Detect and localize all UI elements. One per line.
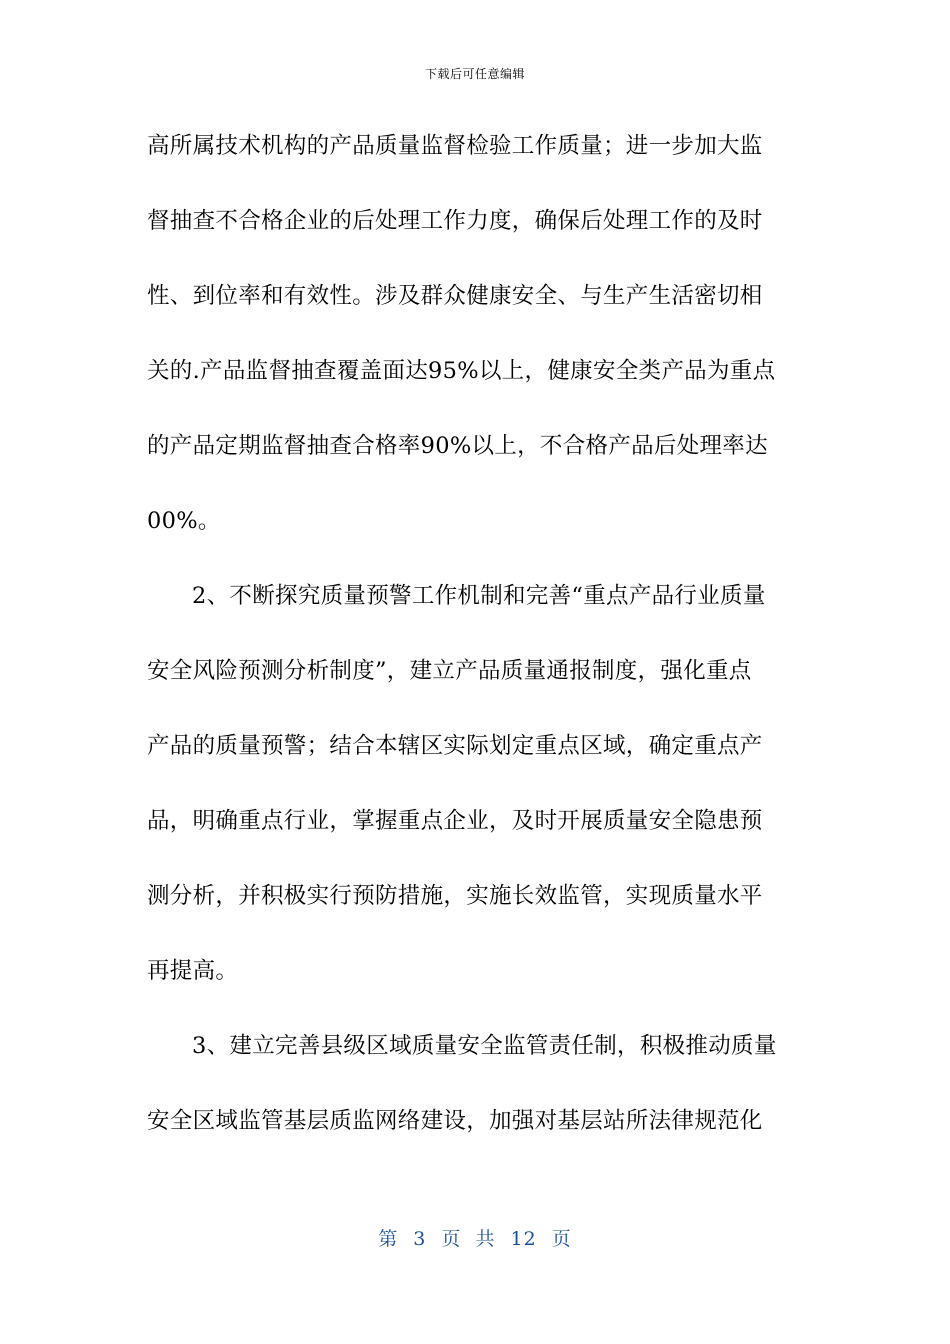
footer-prefix: 第 xyxy=(378,1228,399,1250)
current-page-number: 3 xyxy=(413,1228,427,1250)
page-footer xyxy=(0,1227,950,1251)
text-line: 的产品定期监督抽查合格率90%以上，不合格产品后处理率达 xyxy=(147,433,768,459)
paragraph-3-start: 3、建立完善县级区域质量安全监管责任制，积极推动质量 xyxy=(192,1033,777,1059)
text-line: 性、到位率和有效性。涉及群众健康安全、与生产生活密切相 xyxy=(147,283,763,309)
page-header: 下载后可任意编辑 xyxy=(424,67,525,81)
document-body xyxy=(147,123,807,1173)
text-line: 高所属技术机构的产品质量监督检验工作质量；进一步加大监 xyxy=(147,133,763,159)
footer-suffix: 页 xyxy=(551,1228,572,1250)
footer-middle: 页 共 xyxy=(441,1228,496,1250)
text-line: 关的.产品监督抽查覆盖面达95%以上，健康安全类产品为重点 xyxy=(147,358,776,384)
text-line: 00%。 xyxy=(147,508,221,534)
text-line: 产品的质量预警；结合本辖区实际划定重点区域，确定重点产 xyxy=(147,733,763,759)
text-line: 督抽查不合格企业的后处理工作力度，确保后处理工作的及时 xyxy=(147,208,763,234)
text-line: 再提高。 xyxy=(147,958,239,984)
paragraph-2-start: 2、不断探究质量预警工作机制和完善“重点产品行业质量 xyxy=(192,583,766,609)
text-line: 品，明确重点行业，掌握重点企业，及时开展质量安全隐患预 xyxy=(147,808,763,834)
total-page-number: 12 xyxy=(510,1228,537,1250)
text-line: 安全区域监管基层质监网络建设，加强对基层站所法律规范化 xyxy=(147,1108,763,1134)
text-line: 测分析，并积极实行预防措施，实施长效监管，实现质量水平 xyxy=(147,883,763,909)
text-line: 安全风险预测分析制度”，建立产品质量通报制度，强化重点 xyxy=(147,658,752,684)
